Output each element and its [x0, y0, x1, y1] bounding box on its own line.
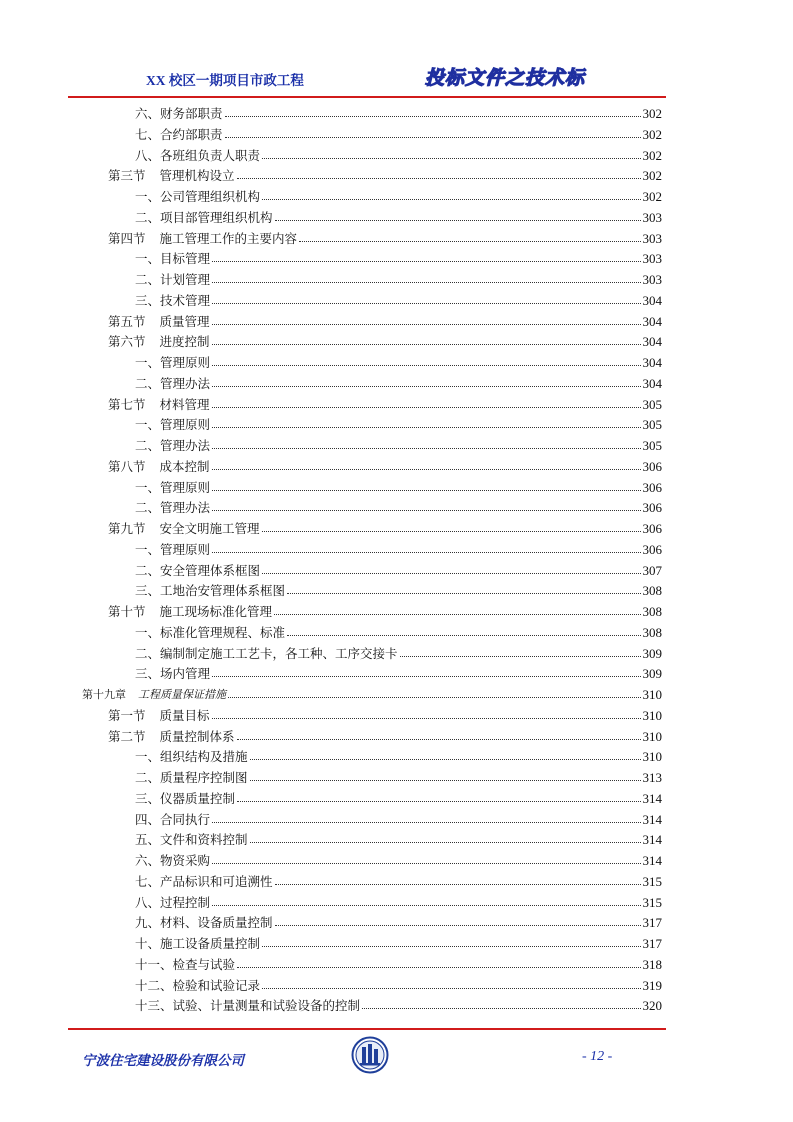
toc-page-number: 306	[642, 479, 662, 495]
toc-entry-number: 二、	[135, 645, 161, 661]
toc-entry-title: 管理机构设立	[159, 168, 235, 184]
toc-page-number: 315	[642, 873, 662, 889]
toc-entry-title: 进度控制	[159, 334, 210, 350]
toc-page-number: 314	[642, 853, 662, 868]
toc-dot-leader	[212, 303, 640, 304]
toc-entry-title: 仪器质量控制	[160, 790, 236, 806]
toc-page-number: 314	[642, 832, 662, 848]
toc-dot-leader	[212, 386, 640, 387]
toc-entry-number: 八、	[135, 147, 161, 163]
toc-entry-title: 检查与试验	[172, 956, 236, 972]
toc-page-number: 317	[642, 915, 662, 931]
toc-entry-title: 管理原则	[160, 417, 211, 433]
project-title: XX 校区一期项目市政工程	[146, 73, 304, 88]
toc-entry-number: 一、	[135, 624, 161, 640]
toc-item-entry[interactable]	[135, 288, 662, 308]
toc-entry-number: 二、	[135, 209, 161, 225]
toc-item-entry[interactable]	[135, 807, 662, 827]
toc-page-number: 306	[642, 458, 662, 474]
toc-entry-title: 工程质量保证措施	[138, 688, 226, 701]
toc-section-entry[interactable]	[108, 163, 662, 183]
toc-entry-title: 标准化管理规程、标准	[160, 624, 286, 640]
toc-dot-leader	[262, 199, 640, 200]
toc-section-entry[interactable]	[108, 392, 662, 412]
toc-entry-number: 第十节	[108, 604, 146, 619]
toc-page-number: 310	[642, 728, 662, 744]
toc-item-entry[interactable]	[135, 101, 662, 121]
toc-entry-title: 试验、计量测量和试验设备的控制	[172, 998, 361, 1014]
toc-entry-number: 四、	[135, 811, 161, 827]
toc-page-number: 310	[642, 707, 662, 723]
toc-page-number: 314	[642, 811, 662, 827]
toc-page-number: 302	[642, 189, 662, 204]
toc-entry-number: 一、	[135, 251, 161, 267]
toc-item-entry[interactable]	[135, 122, 662, 142]
toc-section-entry[interactable]	[108, 516, 662, 536]
toc-entry-number: 一、	[135, 417, 161, 433]
toc-entry-title: 成本控制	[159, 458, 210, 474]
toc-item-entry[interactable]	[135, 641, 662, 661]
toc-entry-title: 场内管理	[160, 666, 211, 682]
toc-dot-leader	[237, 739, 641, 740]
toc-entry-title: 目标管理	[160, 251, 211, 267]
toc-dot-leader	[262, 531, 641, 532]
toc-page-number: 303	[642, 251, 662, 267]
toc-dot-leader	[362, 1008, 640, 1009]
toc-page-number: 303	[642, 272, 662, 287]
toc-page-number: 308	[642, 624, 662, 640]
toc-page-number: 306	[642, 521, 662, 536]
toc-entry-title: 物资采购	[160, 853, 211, 868]
toc-dot-leader	[275, 220, 641, 221]
toc-entry-title: 组织结构及措施	[160, 749, 248, 765]
toc-entry-number: 九、	[135, 915, 161, 931]
company-name: 宁波住宅建设股份有限公司	[82, 1053, 244, 1069]
toc-entry-number: 五、	[135, 832, 161, 848]
toc-entry-title: 合同执行	[160, 811, 211, 827]
toc-entry-title: 质量程序控制图	[160, 770, 248, 785]
toc-page-number: 305	[642, 417, 662, 433]
toc-entry-title: 质量目标	[159, 707, 210, 723]
toc-entry-title: 管理办法	[160, 375, 211, 391]
toc-entry-number: 十、	[135, 936, 161, 951]
toc-item-entry[interactable]	[135, 620, 662, 640]
toc-dot-leader	[299, 241, 640, 242]
toc-item-entry[interactable]	[135, 267, 662, 287]
toc-entry-number: 第七节	[108, 396, 146, 412]
toc-entry-number: 第八节	[108, 458, 146, 474]
toc-page-number: 302	[642, 126, 662, 142]
toc-dot-leader	[287, 593, 640, 594]
toc-page-number: 304	[642, 313, 662, 329]
toc-entry-number: 二、	[135, 375, 161, 391]
toc-dot-leader	[287, 635, 640, 636]
toc-dot-leader	[262, 573, 640, 574]
toc-entry-title: 施工管理工作的主要内容	[159, 230, 298, 246]
toc-entry-title: 安全文明施工管理	[159, 521, 260, 536]
toc-entry-number: 十三、	[135, 998, 173, 1014]
toc-entry-title: 技术管理	[160, 292, 211, 308]
toc-item-entry[interactable]	[135, 558, 662, 578]
toc-dot-leader	[212, 324, 641, 325]
toc-dot-leader	[275, 925, 641, 926]
toc-entry-number: 一、	[135, 189, 161, 204]
toc-page-number: 310	[642, 687, 662, 702]
toc-page-number: 305	[642, 396, 662, 412]
toc-dot-leader	[212, 407, 641, 408]
toc-page-number: 314	[642, 790, 662, 806]
toc-dot-leader	[228, 697, 641, 698]
toc-dot-leader	[212, 552, 640, 553]
toc-dot-leader	[212, 261, 640, 262]
toc-page-number: 317	[642, 936, 662, 951]
toc-item-entry[interactable]	[135, 661, 662, 681]
toc-dot-leader	[225, 116, 641, 117]
toc-dot-leader	[237, 967, 640, 968]
toc-page-number: 310	[642, 749, 662, 765]
toc-page-number: 303	[642, 209, 662, 225]
toc-page-number: 304	[642, 375, 662, 391]
toc-entry-title: 管理办法	[160, 438, 211, 453]
toc-page-number: 318	[642, 956, 662, 972]
toc-dot-leader	[262, 946, 640, 947]
toc-page-number: 302	[642, 147, 662, 163]
toc-page-number: 304	[642, 355, 662, 370]
toc-page-number: 307	[642, 562, 662, 578]
toc-dot-leader	[262, 158, 640, 159]
toc-dot-leader	[275, 884, 641, 885]
toc-entry-number: 一、	[135, 355, 161, 370]
toc-section-entry[interactable]	[108, 703, 662, 723]
toc-item-entry[interactable]	[135, 433, 662, 453]
toc-dot-leader	[212, 427, 640, 428]
toc-item-entry[interactable]	[135, 744, 662, 764]
toc-entry-number: 二、	[135, 562, 161, 578]
toc-entry-title: 合约部职责	[160, 126, 223, 142]
toc-entry-number: 八、	[135, 894, 161, 910]
toc-dot-leader	[225, 137, 641, 138]
toc-item-entry[interactable]	[135, 537, 662, 557]
toc-dot-leader	[212, 490, 640, 491]
toc-entry-title: 产品标识和可追溯性	[160, 873, 273, 889]
toc-entry-title: 安全管理体系框图	[160, 562, 261, 578]
toc-dot-leader	[212, 905, 640, 906]
toc-entry-number: 第十九章	[82, 688, 126, 701]
toc-dot-leader	[212, 365, 640, 366]
toc-item-entry[interactable]	[135, 412, 662, 432]
toc-dot-leader	[212, 863, 640, 864]
toc-page-number: 305	[642, 438, 662, 453]
toc-entry-number: 第三节	[108, 168, 146, 184]
toc-entry-title: 质量管理	[159, 313, 210, 329]
toc-dot-leader	[250, 780, 641, 781]
toc-dot-leader	[262, 988, 640, 989]
toc-dot-leader	[274, 614, 640, 615]
toc-item-entry[interactable]	[135, 184, 662, 204]
toc-item-entry[interactable]	[135, 848, 662, 868]
toc-section-entry[interactable]	[108, 309, 662, 329]
toc-entry-title: 施工设备质量控制	[160, 936, 261, 951]
toc-entry-title: 公司管理组织机构	[160, 189, 261, 204]
toc-section-entry[interactable]	[108, 226, 662, 246]
toc-item-entry[interactable]	[135, 578, 662, 598]
toc-dot-leader	[212, 718, 641, 719]
toc-entry-title: 材料、设备质量控制	[160, 915, 273, 931]
toc-entry-number: 一、	[135, 479, 161, 495]
toc-page-number: 303	[642, 230, 662, 246]
toc-item-entry[interactable]	[135, 973, 662, 993]
toc-page-number: 308	[642, 604, 662, 619]
toc-section-entry[interactable]	[108, 724, 662, 744]
toc-entry-number: 十二、	[135, 977, 173, 993]
toc-entry-number: 十一、	[135, 956, 173, 972]
toc-page-number: 306	[642, 500, 662, 516]
toc-entry-number: 三、	[135, 292, 161, 308]
footer-rule	[68, 1028, 666, 1030]
toc-page-number: 308	[642, 583, 662, 599]
toc-item-entry[interactable]	[135, 205, 662, 225]
toc-entry-title: 材料管理	[159, 396, 210, 412]
toc-dot-leader	[212, 282, 640, 283]
toc-dot-leader	[237, 801, 640, 802]
toc-entry-title: 管理原则	[160, 541, 211, 557]
toc-entry-title: 施工现场标准化管理	[159, 604, 273, 619]
toc-item-entry[interactable]	[135, 143, 662, 163]
toc-item-entry[interactable]	[135, 952, 662, 972]
toc-item-entry[interactable]	[135, 910, 662, 930]
toc-dot-leader	[212, 676, 640, 677]
toc-entry-title: 管理办法	[160, 500, 211, 516]
toc-page-number: 304	[642, 292, 662, 308]
toc-entry-number: 七、	[135, 126, 161, 142]
toc-item-entry[interactable]	[135, 246, 662, 266]
toc-page-number: 313	[642, 770, 662, 785]
toc-dot-leader	[250, 759, 641, 760]
toc-entry-title: 质量控制体系	[159, 728, 235, 744]
toc-entry-number: 六、	[135, 106, 161, 121]
toc-entry-number: 三、	[135, 583, 161, 599]
toc-dot-leader	[212, 448, 640, 449]
toc-page-number: 315	[642, 894, 662, 910]
toc-entry-number: 三、	[135, 790, 161, 806]
toc-entry-title: 工地治安管理体系框图	[160, 583, 286, 599]
toc-entry-title: 各班组负责人职责	[160, 147, 261, 163]
toc-item-entry[interactable]	[135, 475, 662, 495]
toc-dot-leader	[212, 510, 640, 511]
toc-item-entry[interactable]	[135, 350, 662, 370]
toc-dot-leader	[212, 344, 641, 345]
toc-entry-number: 第二节	[108, 728, 146, 744]
toc-entry-number: 三、	[135, 666, 161, 682]
toc-entry-title: 检验和试验记录	[172, 977, 261, 993]
toc-item-entry[interactable]	[135, 495, 662, 515]
toc-dot-leader	[237, 178, 641, 179]
toc-page-number: 302	[642, 168, 662, 184]
toc-page-number: 306	[642, 541, 662, 557]
toc-page-number: 319	[642, 977, 662, 993]
toc-dot-leader	[212, 469, 641, 470]
toc-entry-title: 管理原则	[160, 355, 211, 370]
toc-item-entry[interactable]	[135, 993, 662, 1013]
toc-dot-leader	[212, 822, 640, 823]
toc-entry-number: 六、	[135, 853, 161, 868]
header-rule	[68, 96, 666, 98]
toc-dot-leader	[400, 656, 641, 657]
toc-entry-title: 编制制定施工工艺卡，各工种、工序交接卡	[160, 645, 398, 661]
toc-item-entry[interactable]	[135, 827, 662, 847]
toc-page-number: 309	[642, 666, 662, 682]
toc-item-entry[interactable]	[135, 890, 662, 910]
toc-page-number: 309	[642, 645, 662, 661]
toc-entry-number: 二、	[135, 272, 161, 287]
toc-entry-title: 过程控制	[160, 894, 211, 910]
toc-entry-number: 第六节	[108, 334, 146, 350]
toc-entry-number: 七、	[135, 873, 161, 889]
toc-section-entry[interactable]	[108, 454, 662, 474]
toc-dot-leader	[250, 842, 641, 843]
toc-entry-title: 管理原则	[160, 479, 211, 495]
toc-entry-number: 一、	[135, 749, 161, 765]
toc-entry-number: 第四节	[108, 230, 146, 246]
toc-page-number: 302	[642, 106, 662, 121]
toc-entry-title: 文件和资料控制	[160, 832, 248, 848]
toc-section-entry[interactable]	[108, 599, 662, 619]
toc-entry-title: 财务部职责	[160, 106, 223, 121]
page-number: - 12 -	[582, 1049, 613, 1064]
toc-entry-number: 二、	[135, 438, 161, 453]
toc-entry-number: 第九节	[108, 521, 146, 536]
toc-entry-title: 项目部管理组织机构	[160, 209, 273, 225]
company-logo-icon	[351, 1036, 389, 1074]
toc-item-entry[interactable]	[135, 765, 662, 785]
toc-entry-title: 计划管理	[160, 272, 211, 287]
toc-page-number: 304	[642, 334, 662, 350]
toc-item-entry[interactable]	[135, 371, 662, 391]
toc-entry-number: 二、	[135, 500, 161, 516]
document-title: 投标文件之技术标	[425, 67, 586, 89]
toc-item-entry[interactable]	[135, 869, 662, 889]
toc-entry-number: 第一节	[108, 707, 146, 723]
toc-page-number: 320	[642, 998, 662, 1014]
toc-entry-number: 二、	[135, 770, 161, 785]
toc-chapter-entry[interactable]	[82, 682, 662, 702]
toc-item-entry[interactable]	[135, 931, 662, 951]
toc-entry-number: 第五节	[108, 313, 146, 329]
toc-section-entry[interactable]	[108, 329, 662, 349]
toc-item-entry[interactable]	[135, 786, 662, 806]
toc-entry-number: 一、	[135, 541, 161, 557]
